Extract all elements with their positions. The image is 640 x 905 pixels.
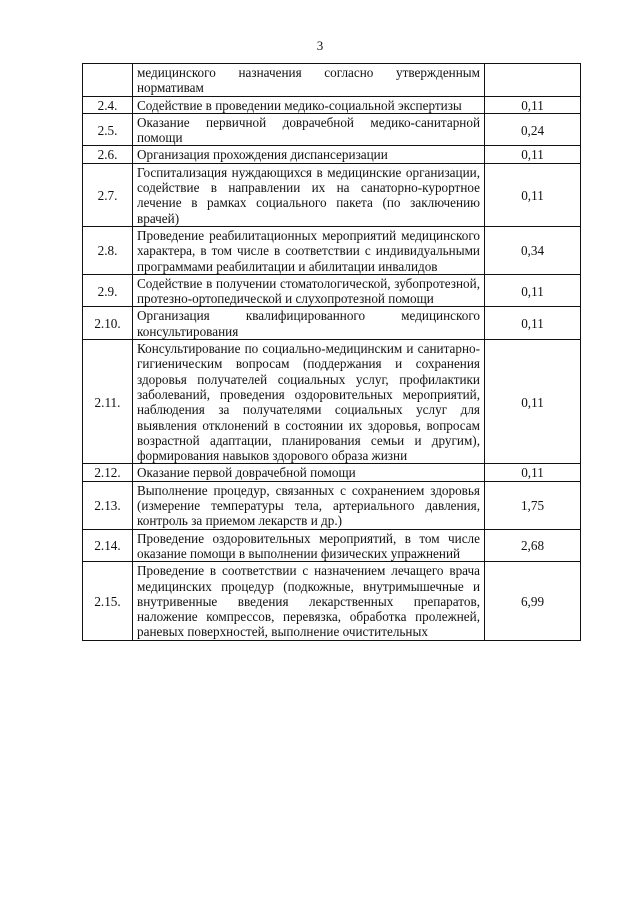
services-table <box>82 63 581 641</box>
table-row <box>83 274 581 307</box>
service-value: 1,75 <box>485 481 581 529</box>
page-number: 3 <box>316 38 324 53</box>
service-description: Организация прохождения диспансеризации <box>133 146 485 163</box>
table-row <box>83 226 581 274</box>
service-description: Оказание первой доврачебной помощи <box>133 464 485 481</box>
service-value: 2,68 <box>485 529 581 562</box>
service-value: 0,34 <box>485 226 581 274</box>
service-description: медицинского назначения согласно утвержденным нормативам <box>133 64 485 97</box>
service-description: Госпитализация нуждающихся в медицинские организации, содействие в направлении их на санаторно-курортное лечение в рамках социального пакета (по заключению врачей) <box>133 163 485 226</box>
row-number: 2.4. <box>83 96 133 113</box>
service-value: 0,11 <box>485 146 581 163</box>
service-value <box>485 64 581 97</box>
service-value: 0,11 <box>485 307 581 340</box>
service-description: Проведение в соответствии с назначением лечащего врача медицинских процедур (подкожные, внутримышечные и внутривенные введения лекарственных препаратов, наложение компрессов, перевязка, обработка пролежней, раневых поверхностей, выполнение очистительных <box>133 562 485 640</box>
service-value: 0,11 <box>485 340 581 464</box>
table-row <box>83 146 581 163</box>
row-number: 2.5. <box>83 113 133 146</box>
table-row <box>83 96 581 113</box>
table-row <box>83 464 581 481</box>
service-value: 0,11 <box>485 274 581 307</box>
service-value: 0,11 <box>485 163 581 226</box>
service-description: Оказание первичной доврачебной медико-санитарной помощи <box>133 113 485 146</box>
row-number: 2.13. <box>83 481 133 529</box>
row-number: 2.9. <box>83 274 133 307</box>
service-description: Содействие в проведении медико-социальной экспертизы <box>133 96 485 113</box>
table-row <box>83 307 581 340</box>
table-row <box>83 113 581 146</box>
service-value: 0,24 <box>485 113 581 146</box>
service-description: Проведение реабилитационных мероприятий медицинского характера, в том числе в соответствии с индивидуальными программами реабилитации и абилитации инвалидов <box>133 226 485 274</box>
row-number: 2.10. <box>83 307 133 340</box>
services-table-body <box>83 64 581 641</box>
table-row <box>83 64 581 97</box>
service-value: 0,11 <box>485 464 581 481</box>
service-value: 6,99 <box>485 562 581 640</box>
row-number: 2.14. <box>83 529 133 562</box>
row-number: 2.12. <box>83 464 133 481</box>
row-number: 2.8. <box>83 226 133 274</box>
table-row <box>83 340 581 464</box>
table-row <box>83 481 581 529</box>
table-row <box>83 562 581 640</box>
service-description: Содействие в получении стоматологической, зубопротезной, протезно-ортопедической и слухопротезной помощи <box>133 274 485 307</box>
table-row <box>83 163 581 226</box>
service-description: Проведение оздоровительных мероприятий, в том числе оказание помощи в выполнении физических упражнений <box>133 529 485 562</box>
service-description: Консультирование по социально-медицинским и санитарно-гигиеническим вопросам (поддержания и сохранения здоровья получателей социальных услуг, профилактики заболеваний, проведения оздоровительных мероприятий, наблюдения за получателями социальных услуг для выявления отклонений в состоянии их здоровья, вопросам возрастной адаптации, планирования семьи и другим), формирования навыков здорового образа жизни <box>133 340 485 464</box>
row-number: 2.15. <box>83 562 133 640</box>
row-number: 2.11. <box>83 340 133 464</box>
row-number: 2.7. <box>83 163 133 226</box>
row-number: 2.6. <box>83 146 133 163</box>
table-row <box>83 529 581 562</box>
service-description: Организация квалифицированного медицинского консультирования <box>133 307 485 340</box>
row-number <box>83 64 133 97</box>
service-description: Выполнение процедур, связанных с сохранением здоровья (измерение температуры тела, артериального давления, контроль за приемом лекарств и др.) <box>133 481 485 529</box>
service-value: 0,11 <box>485 96 581 113</box>
